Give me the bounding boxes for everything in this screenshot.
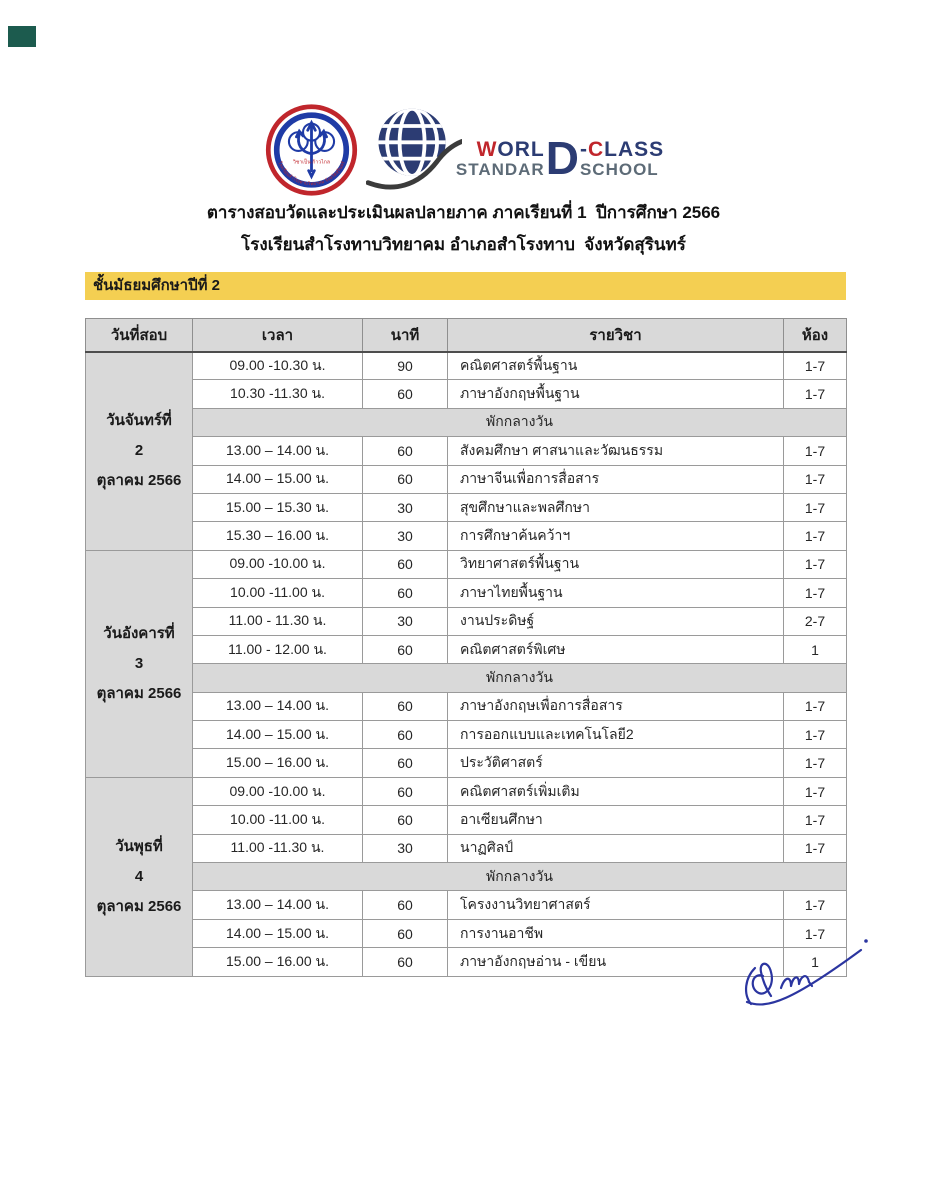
document-title-line2: โรงเรียนสำโรงทาบวิทยาคม อำเภอสำโรงทาบ จังหวัดสุรินทร์ — [241, 235, 686, 254]
time-cell: 10.30 -11.30 น. — [193, 380, 363, 408]
exam-day-line: 4 — [134, 867, 144, 885]
minutes-cell: 60 — [363, 579, 448, 607]
time-cell: 10.00 -11.00 น. — [193, 579, 363, 607]
table-row — [86, 721, 847, 749]
wcss-big-d: D — [545, 132, 579, 185]
table-row — [86, 522, 847, 550]
minutes-cell: 60 — [363, 749, 448, 777]
room-cell: 1-7 — [784, 493, 847, 521]
minutes-cell: 60 — [363, 777, 448, 805]
exam-day-line: ตุลาคม 2566 — [96, 897, 182, 915]
subject-cell: การงานอาชีพ — [448, 919, 784, 947]
time-cell: 13.00 – 14.00 น. — [193, 891, 363, 919]
exam-day-line: ตุลาคม 2566 — [96, 472, 182, 490]
globe-icon — [366, 102, 462, 198]
room-cell: 1-7 — [784, 721, 847, 749]
subject-cell: ภาษาไทยพื้นฐาน — [448, 579, 784, 607]
wcss-wordmark — [455, 132, 665, 185]
room-cell: 1-7 — [784, 522, 847, 550]
minutes-cell: 60 — [363, 948, 448, 976]
minutes-cell: 60 — [363, 465, 448, 493]
wcss-word-standar: STANDAR — [455, 160, 545, 180]
column-header-room: ห้อง — [784, 319, 847, 352]
time-cell: 13.00 – 14.00 น. — [193, 692, 363, 720]
minutes-cell: 90 — [363, 352, 448, 380]
minutes-cell: 60 — [363, 919, 448, 947]
time-cell: 10.00 -11.00 น. — [193, 806, 363, 834]
room-cell: 1-7 — [784, 777, 847, 805]
room-cell: 1-7 — [784, 352, 847, 380]
subject-cell: ภาษาอังกฤษพื้นฐาน — [448, 380, 784, 408]
time-cell: 09.00 -10.00 น. — [193, 777, 363, 805]
exam-day-line: วันพุธที่ — [115, 837, 163, 855]
subject-cell: ประวัติศาสตร์ — [448, 749, 784, 777]
time-cell: 09.00 -10.00 น. — [193, 550, 363, 578]
time-cell: 15.30 – 16.00 น. — [193, 522, 363, 550]
table-row — [86, 806, 847, 834]
table-row — [86, 352, 847, 380]
time-cell: 11.00 - 12.00 น. — [193, 635, 363, 663]
table-row — [86, 749, 847, 777]
wcss-letter-w: W — [476, 138, 498, 162]
table-row — [86, 777, 847, 805]
subject-cell: การออกแบบและเทคโนโลยี2 — [448, 721, 784, 749]
table-row — [86, 408, 847, 436]
time-cell: 15.00 – 16.00 น. — [193, 948, 363, 976]
document-title-line1: ตารางสอบวัดและประเมินผลปลายภาค ภาคเรียนที่ 1 ปีการศึกษา 2566 — [206, 203, 721, 222]
minutes-cell: 30 — [363, 607, 448, 635]
room-cell: 1-7 — [784, 891, 847, 919]
table-row — [86, 465, 847, 493]
exam-day-line: 3 — [134, 654, 144, 672]
minutes-cell: 60 — [363, 721, 448, 749]
logo-row — [0, 102, 927, 198]
grade-banner: ชั้นมัธยมศึกษาปีที่ 2 — [85, 272, 846, 300]
column-header-subject: รายวิชา — [448, 319, 784, 352]
scan-corner-mark — [8, 26, 36, 47]
column-header-minutes: นาที — [363, 319, 448, 352]
lunch-break-cell: พักกลางวัน — [193, 863, 847, 891]
room-cell: 1-7 — [784, 919, 847, 947]
room-cell: 1-7 — [784, 806, 847, 834]
time-cell: 14.00 – 15.00 น. — [193, 721, 363, 749]
time-cell: 14.00 – 15.00 น. — [193, 919, 363, 947]
subject-cell: โครงงานวิทยาศาสตร์ — [448, 891, 784, 919]
table-row — [86, 891, 847, 919]
exam-table-body — [86, 352, 847, 977]
table-row — [86, 664, 847, 692]
subject-cell: ภาษาจีนเพื่อการสื่อสาร — [448, 465, 784, 493]
subject-cell: นาฏศิลป์ — [448, 834, 784, 862]
time-cell: 13.00 – 14.00 น. — [193, 437, 363, 465]
time-cell: 15.00 – 15.30 น. — [193, 493, 363, 521]
minutes-cell: 30 — [363, 522, 448, 550]
table-row — [86, 380, 847, 408]
time-cell: 11.00 -11.30 น. — [193, 834, 363, 862]
exam-schedule-table — [85, 318, 847, 977]
school-seal-icon — [263, 103, 360, 197]
room-cell: 1-7 — [784, 550, 847, 578]
minutes-cell: 60 — [363, 692, 448, 720]
subject-cell: คณิตศาสตร์พื้นฐาน — [448, 352, 784, 380]
exam-day-line: วันอังคารที่ — [103, 624, 175, 642]
room-cell: 1 — [784, 635, 847, 663]
subject-cell: คณิตศาสตร์เพิ่มเติม — [448, 777, 784, 805]
school-seal-motto: วิชาเป็น ก้าวไกล — [292, 159, 330, 166]
room-cell: 1-7 — [784, 465, 847, 493]
exam-day-line: ตุลาคม 2566 — [96, 684, 182, 702]
room-cell: 1-7 — [784, 579, 847, 607]
time-cell: 15.00 – 16.00 น. — [193, 749, 363, 777]
subject-cell: งานประดิษฐ์ — [448, 607, 784, 635]
table-header-row — [86, 319, 847, 352]
time-cell: 11.00 - 11.30 น. — [193, 607, 363, 635]
exam-day-cell — [86, 352, 193, 551]
room-cell: 1-7 — [784, 380, 847, 408]
wcss-letter-c: C — [587, 138, 605, 162]
signature-ink — [733, 928, 883, 1020]
exam-day-cell — [86, 777, 193, 976]
table-row — [86, 493, 847, 521]
subject-cell: สุขศึกษาและพลศึกษา — [448, 493, 784, 521]
lunch-break-cell: พักกลางวัน — [193, 664, 847, 692]
minutes-cell: 60 — [363, 437, 448, 465]
exam-day-cell — [86, 550, 193, 777]
room-cell: 1-7 — [784, 437, 847, 465]
minutes-cell: 60 — [363, 891, 448, 919]
minutes-cell: 60 — [363, 635, 448, 663]
school-seal-ring-text: โรงเรียนสำโรงทาบวิทยาคม จังหวัดสุรินทร์ — [277, 160, 346, 187]
minutes-cell: 30 — [363, 834, 448, 862]
table-row — [86, 863, 847, 891]
table-row — [86, 550, 847, 578]
table-row — [86, 692, 847, 720]
minutes-cell: 30 — [363, 493, 448, 521]
minutes-cell: 60 — [363, 806, 448, 834]
room-cell: 1-7 — [784, 834, 847, 862]
lunch-break-cell: พักกลางวัน — [193, 408, 847, 436]
table-row — [86, 579, 847, 607]
subject-cell: ภาษาอังกฤษอ่าน - เขียน — [448, 948, 784, 976]
wcss-letters-lass: LASS — [604, 138, 665, 162]
world-class-standard-school-logo — [366, 102, 664, 198]
time-cell: 14.00 – 15.00 น. — [193, 465, 363, 493]
subject-cell: คณิตศาสตร์พิเศษ — [448, 635, 784, 663]
subject-cell: อาเซียนศึกษา — [448, 806, 784, 834]
subject-cell: สังคมศึกษา ศาสนาและวัฒนธรรม — [448, 437, 784, 465]
subject-cell: การศึกษาค้นคว้าฯ — [448, 522, 784, 550]
table-row — [86, 437, 847, 465]
wcss-letters-orl: ORL — [497, 138, 545, 162]
room-cell: 1 — [784, 948, 847, 976]
column-header-exam-date: วันที่สอบ — [86, 319, 193, 352]
subject-cell: ภาษาอังกฤษเพื่อการสื่อสาร — [448, 692, 784, 720]
column-header-time: เวลา — [193, 319, 363, 352]
minutes-cell: 60 — [363, 380, 448, 408]
time-cell: 09.00 -10.30 น. — [193, 352, 363, 380]
table-row — [86, 607, 847, 635]
minutes-cell: 60 — [363, 550, 448, 578]
room-cell: 1-7 — [784, 749, 847, 777]
subject-cell: วิทยาศาสตร์พื้นฐาน — [448, 550, 784, 578]
wcss-hyphen: - — [579, 138, 588, 162]
wcss-word-school: SCHOOL — [579, 160, 659, 180]
room-cell: 1-7 — [784, 692, 847, 720]
exam-day-line: วันจันทร์ที่ — [106, 412, 172, 430]
room-cell: 2-7 — [784, 607, 847, 635]
table-row — [86, 834, 847, 862]
table-row — [86, 635, 847, 663]
exam-day-line: 2 — [134, 442, 144, 460]
